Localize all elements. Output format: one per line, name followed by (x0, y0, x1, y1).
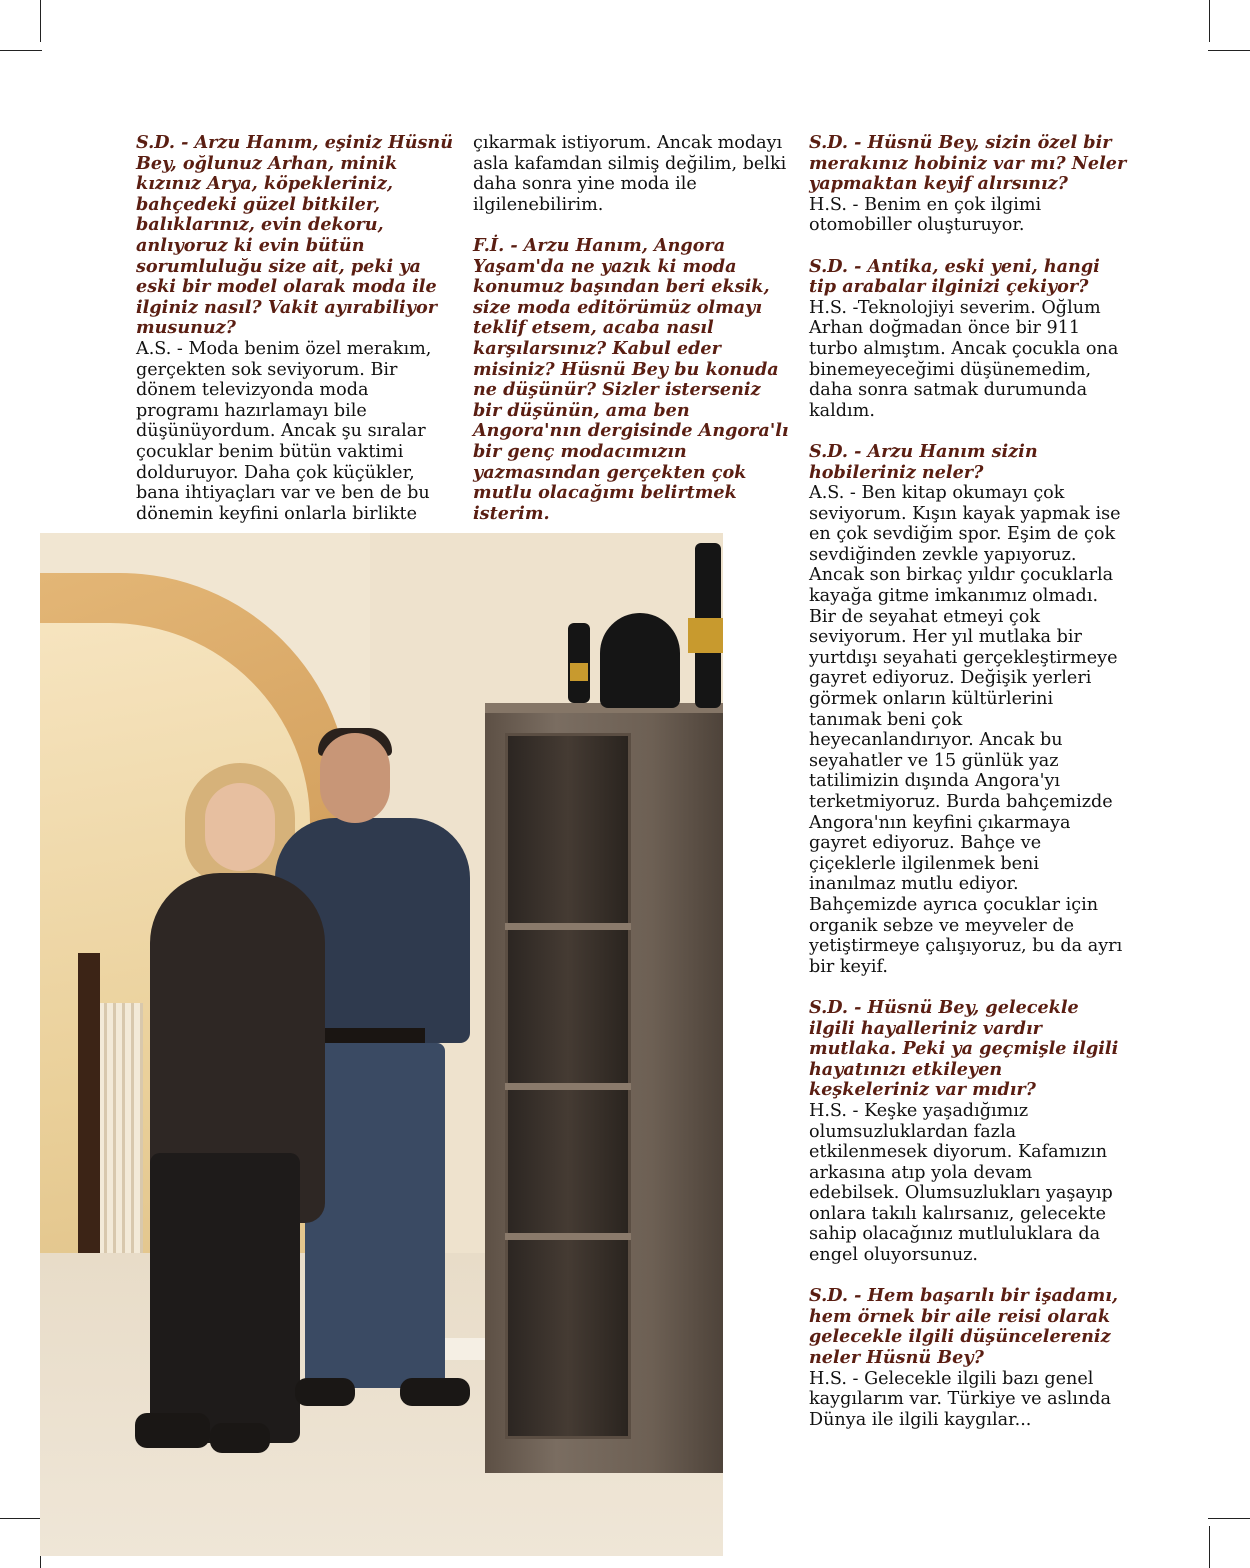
photo-man-face (320, 733, 390, 823)
photo-shoe (295, 1378, 355, 1406)
interview-question: S.D. - Arzu Hanım sizin hobileriniz neler? (809, 440, 1038, 483)
interview-paragraph (809, 998, 1127, 1266)
photo-man-jeans (305, 1043, 445, 1388)
interview-answer: A.S. - Ben kitap okumayı çok seviyorum. Kışın kayak yapmak ise en çok sevdiğim spor. Eşim de çok sevdiğinden zevkle yapıyoruz. Ancak son birkaç yıldır çocuklarla kayağa gitme imkanımız olmadı. Bir de seyahat etmeyi çok seviyorum. Her yıl mutlaka bir yurtdışı seyahati gerçekleştirmeye gayret ediyoruz. Değişik yerleri görmek onların kültürlerini tanımak beni çok heyecanlandırıyor. Ancak bu seyahatler ve 15 günlük yaz tatilimizin dışında Angora'yı terketmiyoruz. Burda bahçemizde Angora'nın keyfini çıkarmaya gayret ediyoruz. Bahçe ve çiçeklerle ilgilenmek beni inanılmaz mutlu ediyor. Bahçemizde ayrıca çocuklar için organik sebze ve meyveler de yetiştirmeye çalışıyoruz, bu da ayrı bir keyif. (809, 483, 1123, 977)
crop-mark (1209, 1526, 1210, 1568)
interview-paragraph (473, 236, 793, 524)
interview-paragraph (809, 133, 1127, 236)
interview-paragraph (809, 442, 1127, 977)
interview-paragraph (473, 133, 793, 215)
crop-mark (1208, 50, 1250, 51)
photo-shelf (505, 923, 631, 930)
couple-photo (40, 533, 723, 1556)
photo-shoe (210, 1423, 270, 1453)
crop-mark (40, 0, 41, 42)
photo-shoe (135, 1413, 210, 1448)
photo-shelf (505, 1233, 631, 1240)
photo-woman-face (205, 783, 275, 871)
photo-shoe (400, 1378, 470, 1406)
photo-man-belt (315, 1028, 425, 1044)
interview-answer: H.S. -Teknolojiyi severim. Oğlum Arhan doğmadan önce bir 911 turbo almıştım. Ancak çocukla ona binemeyeceğimi düşünemedim, daha sonra satmak durumunda kaldım. (809, 297, 1119, 421)
interview-question: S.D. - Hem başarılı bir işadamı, hem örnek bir aile reisi olarak gelecekle ilgili düşüncelereniz neler Hüsnü Bey? (809, 1285, 1119, 1369)
interview-paragraph (809, 257, 1127, 422)
photo-statue-gold (688, 618, 723, 653)
interview-question: S.D. - Antika, eski yeni, hangi tip arabalar ilginizi çekiyor? (809, 255, 1100, 298)
interview-question: S.D. - Hüsnü Bey, gelecekle ilgili hayalleriniz vardır mutlaka. Peki ya geçmişle ilgili hayatınızı etkileyen keşkeleriniz var mıdır? (809, 996, 1119, 1101)
interview-question: F.İ. - Arzu Hanım, Angora Yaşam'da ne yazık ki moda konumuz başından beri eksik, size moda editörümüz olmayı teklif etsem, acaba nasıl karşılarsınız? Kabul eder misiniz? Hüsnü Bey bu konuda ne düşünür? Sizler isterseniz bir düşünün, ama ben Angora'nın dergisinde Angora'lı bir genç modacımızın yazmasından gerçekten çok mutlu olacağımı belirtmek isterim. (473, 234, 789, 524)
crop-mark (1209, 0, 1210, 42)
interview-paragraph (136, 133, 456, 524)
interview-answer: çıkarmak istiyorum. Ancak modayı asla kafamdan silmiş değilim, belki daha sonra yine moda ile ilgilenebilirim. (473, 133, 787, 215)
crop-mark (0, 1518, 42, 1519)
interview-paragraph (809, 1286, 1127, 1430)
interview-answer: A.S. - Moda benim özel merakım, gerçekten sok seviyorum. Bir dönem televizyonda moda programı hazırlamayı bile düşünüyordum. Ancak şu sıralar çocuklar benim bütün vaktimi dolduruyor. Daha çok küçükler, bana ihtiyaçları var ve ben de bu dönemin keyfini onlarla birlikte (136, 338, 432, 524)
photo-statue-pharaoh (600, 613, 680, 708)
photo-statue-gold (570, 663, 588, 681)
photo-woman-trousers (150, 1153, 300, 1443)
interview-question: S.D. - Arzu Hanım, eşiniz Hüsnü Bey, oğlunuz Arhan, minik kızınız Arya, köpekleriniz, bahçedeki güzel bitkiler, balıklarınız, evin dekoru, anlıyoruz ki evin bütün sorumluluğu size ait, peki ya eski bir model olarak moda ile ilginiz nasıl? Vakit ayırabiliyor musunuz? (136, 132, 453, 339)
photo-shelf (505, 1083, 631, 1090)
interview-question: S.D. - Hüsnü Bey, sizin özel bir merakınız hobiniz var mı? Neler yapmaktan keyif alırsınız? (809, 132, 1127, 195)
article-column-3 (809, 133, 1127, 1451)
crop-mark (0, 50, 42, 51)
article-column-1 (136, 133, 456, 545)
interview-answer: H.S. - Gelecekle ilgili bazı genel kaygılarım var. Türkiye ve aslında Dünya ile ilgili kaygılar... (809, 1368, 1112, 1430)
interview-answer: H.S. - Keşke yaşadığımız olumsuzluklardan fazla etkilenmesek diyorum. Kafamızın arkasına atıp yola devam edebilsek. Olumsuzlukları yaşayıp onlara takılı kalırsanız, gelecekte sahip olacağınız mutluluklara da engel oluyorsunuz. (809, 1100, 1113, 1266)
article-column-2 (473, 133, 793, 545)
interview-answer: H.S. - Benim en çok ilgimi otomobiller oluşturuyor. (809, 194, 1042, 236)
crop-mark (1208, 1518, 1250, 1519)
